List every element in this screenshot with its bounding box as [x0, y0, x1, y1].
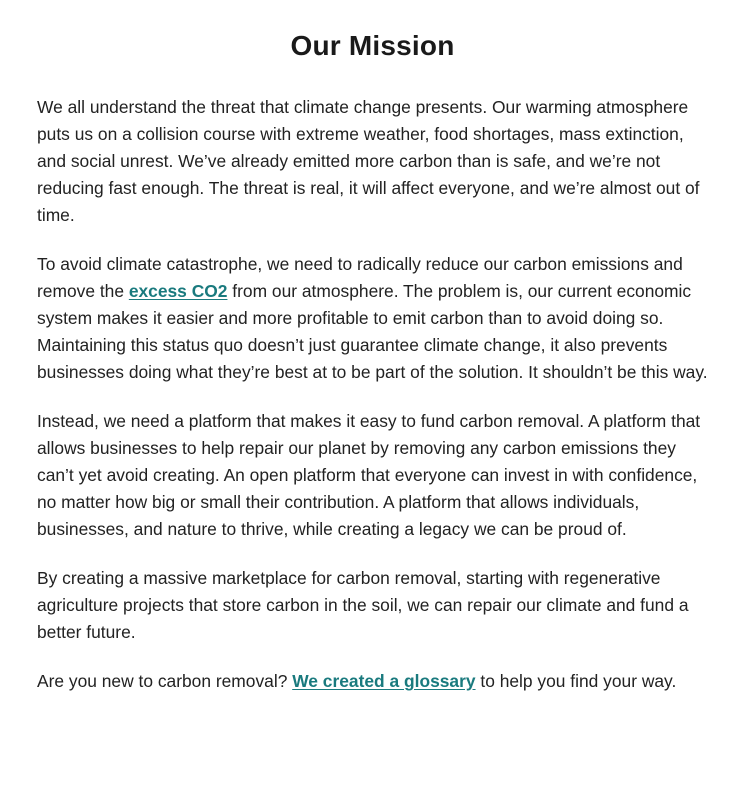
paragraph-text: from our atmosphere. The problem is, our current economic system makes it easier and more profitable to emit carbon than to avoid doing so. Maintaining this status quo doesn’t just guarantee climate change, it also prevents businesses doing what they’re best at to be part of the solution. It shouldn’t be this way.: [37, 281, 708, 382]
paragraph-threat: We all understand the threat that climate change presents. Our warming atmosphere puts us on a collision course with extreme weather, food shortages, mass extinction, and social unrest. We’ve already emitted more carbon than is safe, and we’re not reducing fast enough. The threat is real, it will affect everyone, and we’re almost out of time.: [37, 97, 700, 225]
glossary-link[interactable]: We created a glossary: [292, 671, 476, 691]
paragraph-platform: Instead, we need a platform that makes it easy to fund carbon removal. A platform that allows businesses to help repair our planet by removing any carbon emissions they can’t yet avoid creating. An open platform that everyone can invest in with confidence, no matter how big or small their contribution. A platform that allows individuals, businesses, and nature to thrive, while creating a legacy we can be proud of.: [37, 411, 701, 539]
paragraph-text: To avoid climate catastrophe, we need to radically reduce our carbon emissions and remove the: [37, 254, 683, 301]
paragraph-catastrophe: [37, 251, 708, 386]
paragraph-text: to help you find your way.: [475, 671, 677, 691]
paragraph-marketplace: By creating a massive marketplace for carbon removal, starting with regenerative agriculture projects that store carbon in the soil, we can repair our climate and fund a better future.: [37, 568, 689, 642]
paragraph-glossary: [37, 668, 708, 695]
paragraph-text: Are you new to carbon removal?: [37, 671, 293, 691]
page-title: Our Mission: [290, 30, 455, 61]
excess-co2-link[interactable]: excess CO2: [128, 281, 228, 301]
